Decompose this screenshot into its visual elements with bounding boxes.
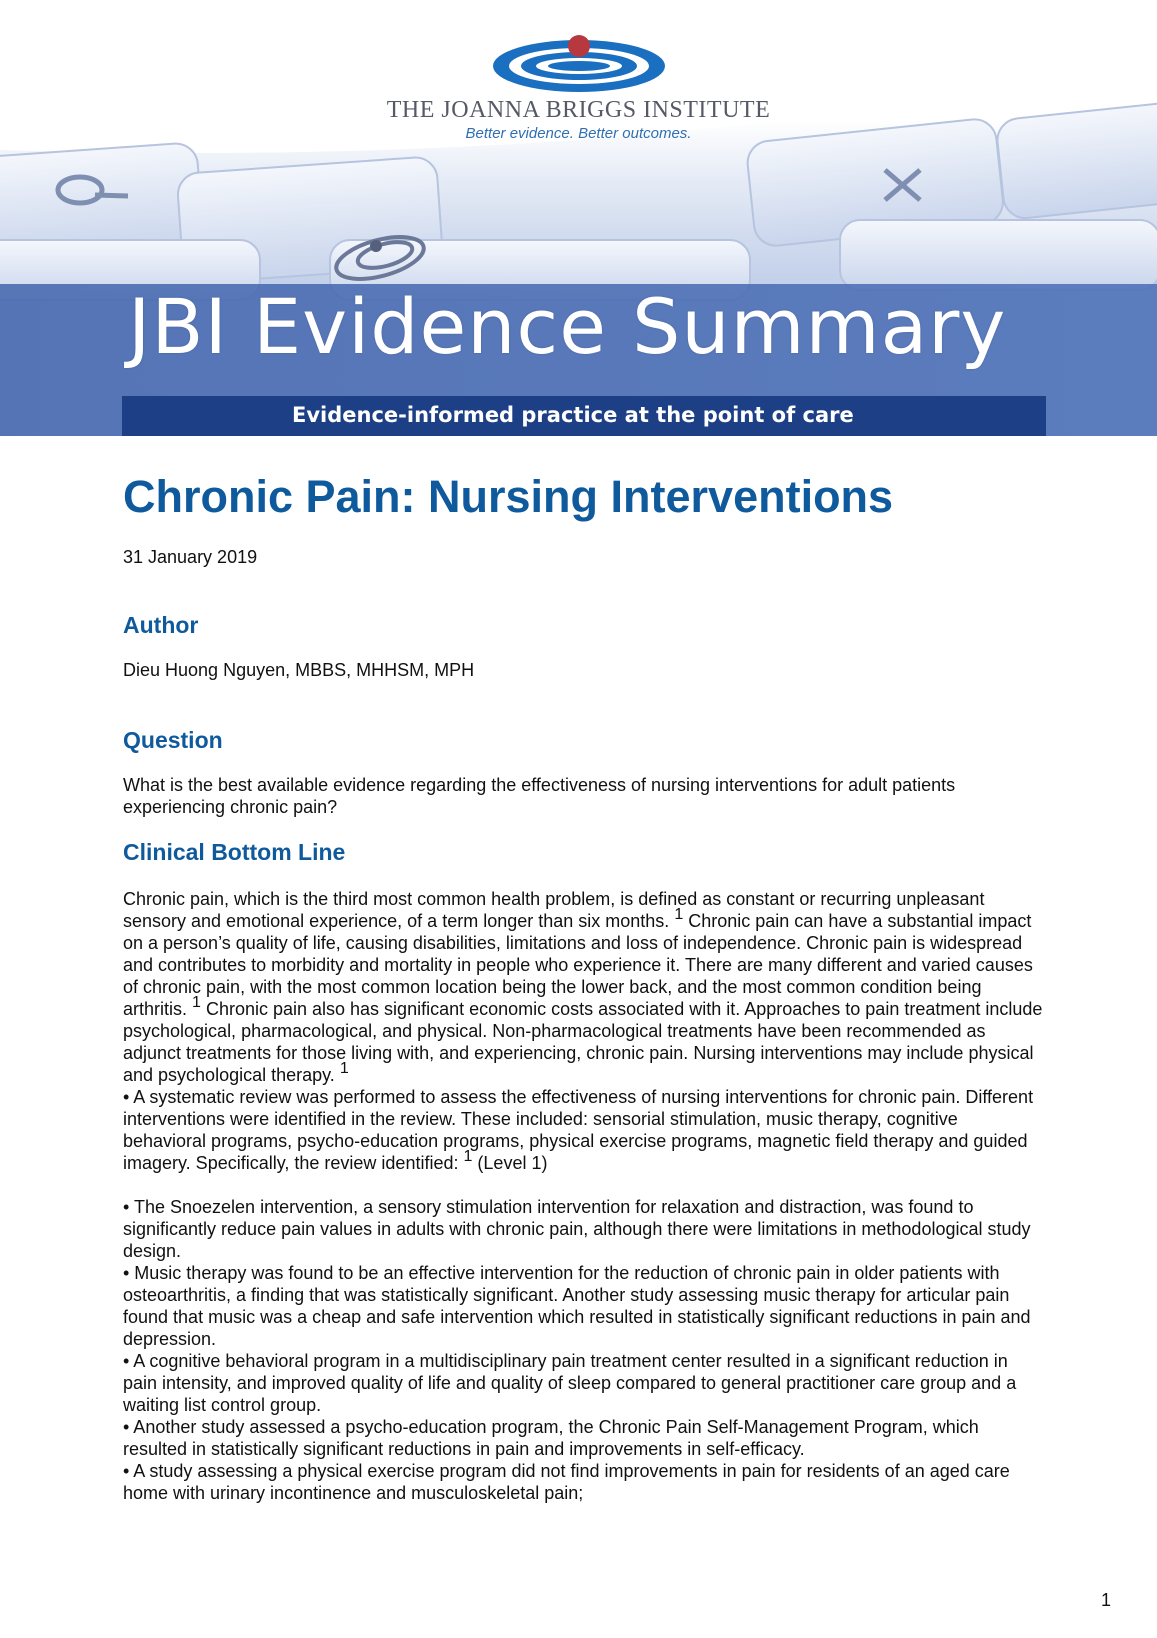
document-title: Chronic Pain: Nursing Interventions [123,471,894,522]
list-item: • Music therapy was found to be an effective intervention for the reduction of chronic pain in older patients with osteoarthritis, a finding that was statistically significant. Another study assessing music therapy for articular pain found that music was a cheap and safe intervention which resulted in statistically significant reductions in pain and depression. [123,1263,1031,1349]
document-body [123,470,1043,1504]
clinical-bottom-line [123,888,1043,1504]
page-number: 1 [1101,1590,1112,1610]
list-item: • Another study assessed a psycho-education program, the Chronic Pain Self-Management Program, which resulted in statistically significant reductions in pain and improvements in self-efficacy. [123,1417,979,1459]
org-name: THE JOANNA BRIGGS INSTITUTE [386,97,771,123]
author-heading: Author [123,612,199,638]
product-title: JBI Evidence Summary [128,282,1007,371]
author-name: Dieu Huong Nguyen, MBBS, MHHSM, MPH [123,660,475,680]
reference-marker: 1 [192,994,201,1011]
header-banner [0,0,1157,436]
jbi-logo-icon [487,30,671,96]
reference-marker: 1 [463,1148,473,1165]
cbl-text: Chronic pain can have a substantial impact on a person’s quality of life, causing disabilities, limitations and loss of independence. Chronic pain is widespread and contributes to morbidity and mortality in people who experience it. There are many different and varied causes of chronic pain, with the most common location being the lower back, and the most common condition being arthritis. [123,911,1033,1019]
evidence-level: (Level 1) [477,1153,548,1173]
list-item: • A cognitive behavioral program in a multidisciplinary pain treatment center resulted in a significant reduction in pain intensity, and improved quality of life and quality of sleep compared to general practitioner care group and a waiting list control group. [123,1351,1017,1415]
cbl-text: • A systematic review was performed to assess the effectiveness of nursing interventions for chronic pain. Different interventions were identified in the review. These included: sensorial stimulation, music therapy, cognitive behavioral programs, psycho-education programs, physical exercise programs, magnetic field therapy and guided imagery. Specifically, the review identified: [123,1087,1034,1173]
question-text: What is the best available evidence regarding the effectiveness of nursing interventions for adult patients experiencing chronic pain? [123,775,956,817]
cbl-paragraph [123,888,1043,1086]
product-subtitle: Evidence-informed practice at the point of care [292,403,854,427]
cbl-paragraph [123,1086,1043,1174]
list-item: • A study assessing a physical exercise program did not find improvements in pain for residents of an aged care home with urinary incontinence and musculoskeletal pain; [123,1461,1010,1503]
publication-date: 31 January 2019 [123,547,258,567]
jbi-logo [0,30,1157,101]
question-heading: Question [123,727,223,753]
cbl-text: Chronic pain also has significant economic costs associated with it. Approaches to pain treatment include psychological, pharmacological, and physical. Non-pharmacological treatments have been recommended as adjunct treatments for those living with, and experiencing, chronic pain. Nursing interventions may include physical and psychological therapy. [123,999,1043,1085]
org-tagline: Better evidence. Better outcomes. [465,125,692,142]
reference-marker: 1 [674,906,684,923]
cbl-text: Chronic pain, which is the third most common health problem, is defined as constant or recurring unpleasant sensory and emotional experience, of a term longer than six months. [123,889,985,931]
list-item: • The Snoezelen intervention, a sensory stimulation intervention for relaxation and distraction, was found to significantly reduce pain values in adults with chronic pain, although there were limitations in methodological study design. [123,1197,1031,1261]
clinical-bottom-line-heading: Clinical Bottom Line [123,839,346,865]
reference-marker: 1 [339,1060,349,1077]
